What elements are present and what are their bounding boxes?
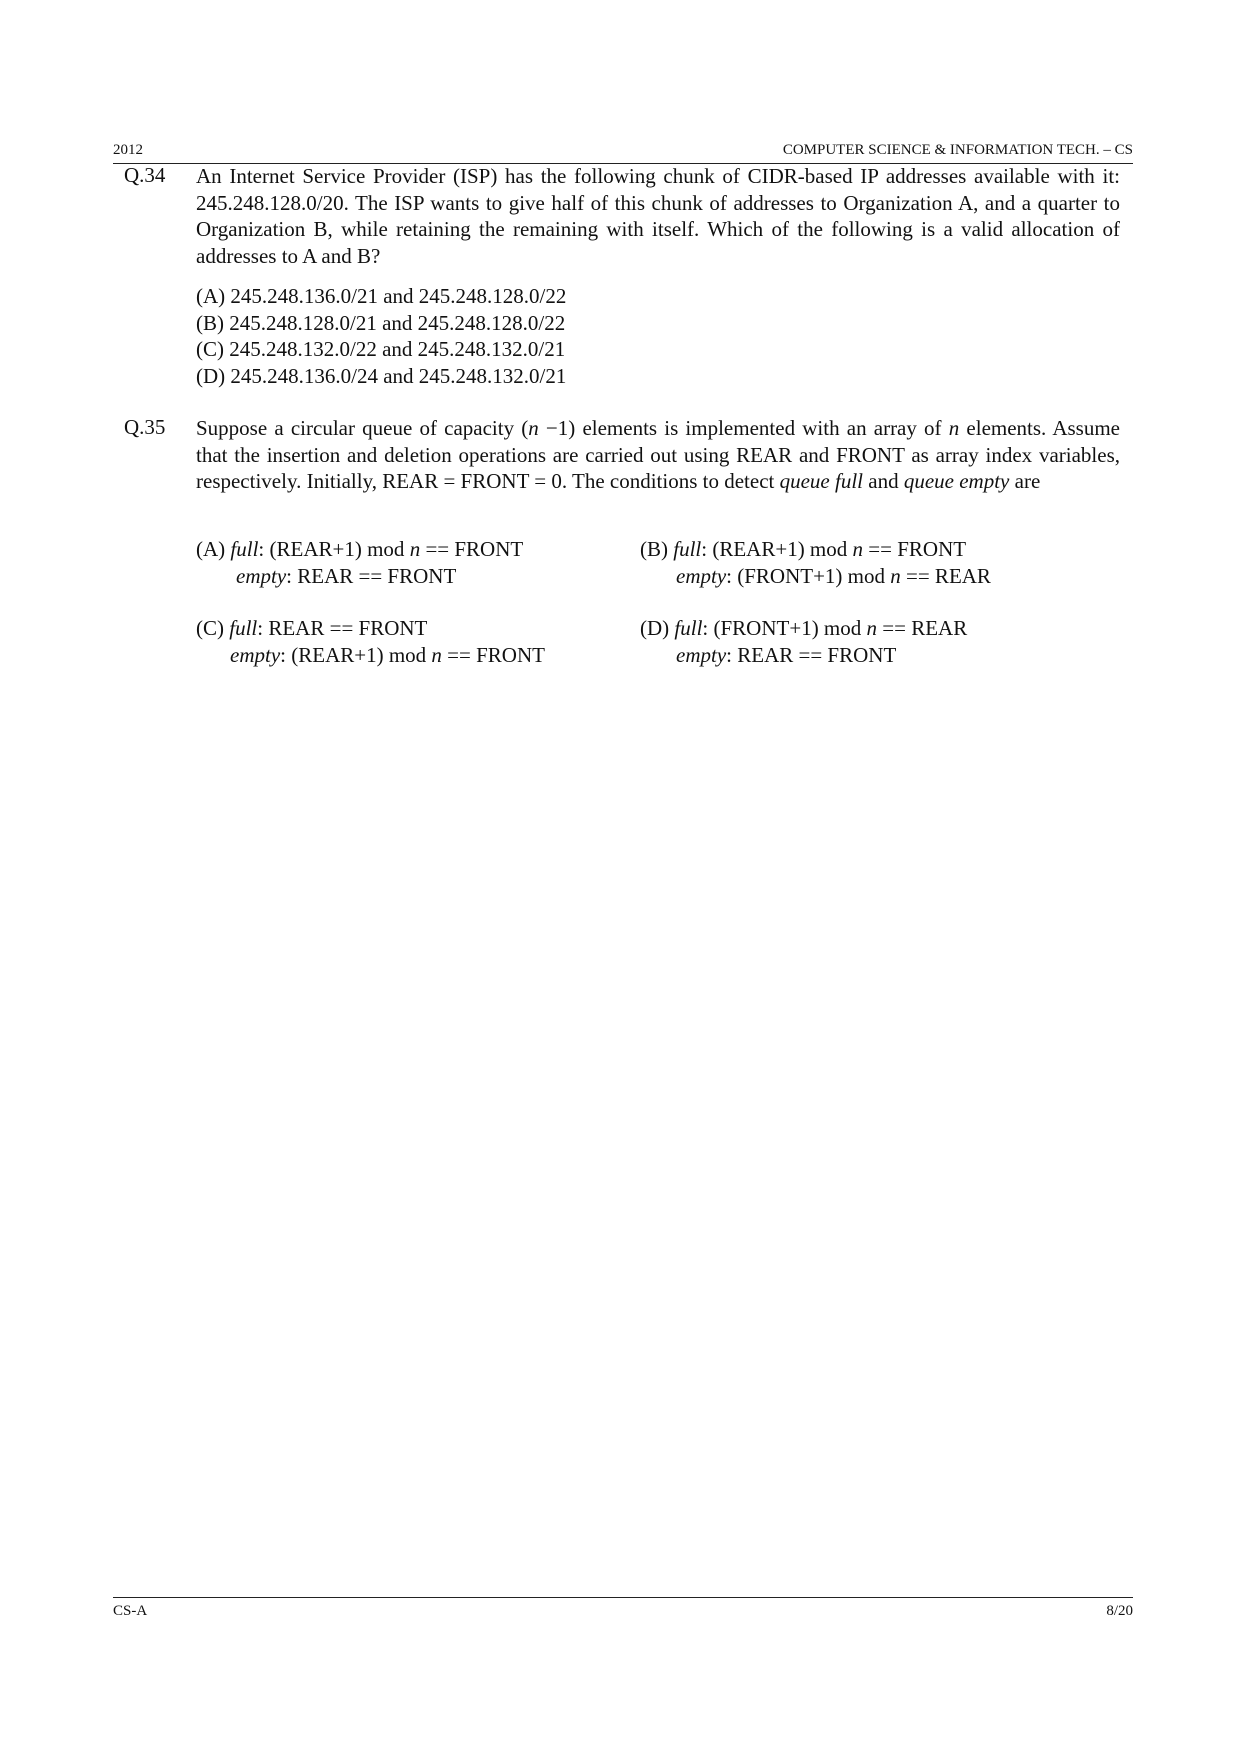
question-35-option-d: (D) full: (FRONT+1) mod n == REAR empty: REAR == FRONT [640,616,968,667]
paper-code: CS-A [113,1603,148,1619]
page-header [113,142,1133,164]
question-35-text: Suppose a circular queue of capacity (n −1) elements is implemented with an array of n elements. Assume that the insertion and deletion operations are carried out using REAR and FRONT as array index variables, respectively. Initially, REAR = FRONT = 0. The conditions to detect queue full and queue empty are [196,416,1120,493]
question-35-option-c: (C) full: REAR == FRONT empty: (REAR+1) mod n == FRONT [196,616,545,667]
question-34-number: Q.34 [124,163,166,187]
question-34-option-c: (C) 245.248.132.0/22 and 245.248.132.0/21 [196,337,566,361]
question-34-option-d: (D) 245.248.136.0/24 and 245.248.132.0/21 [196,363,567,388]
question-34-option-a: (A) 245.248.136.0/21 and 245.248.128.0/22 [196,284,567,308]
question-35-option-b: (B) full: (REAR+1) mod n == FRONT empty: (FRONT+1) mod n == REAR [640,537,991,588]
page-number: 8/20 [1106,1603,1133,1619]
question-35-number: Q.35 [124,415,166,439]
question-35-option-a: (A) full: (REAR+1) mod n == FRONT empty: REAR == FRONT [196,537,524,588]
question-34-text: An Internet Service Provider (ISP) has the following chunk of CIDR-based IP addresses available with it: 245.248.128.0/20. The ISP wants to give half of this chunk of addresses to Organization A, and a quarter to Organization B, while retaining the remaining with itself. Which of the following is a valid allocation of addresses to A and B? [196,164,1120,268]
question-34-options [196,283,566,389]
footer-divider [113,1597,1133,1598]
subject-title: COMPUTER SCIENCE & INFORMATION TECH. – CS [782,142,1133,158]
question-34-option-b: (B) 245.248.128.0/21 and 245.248.128.0/22 [196,310,566,335]
exam-year: 2012 [113,142,143,158]
